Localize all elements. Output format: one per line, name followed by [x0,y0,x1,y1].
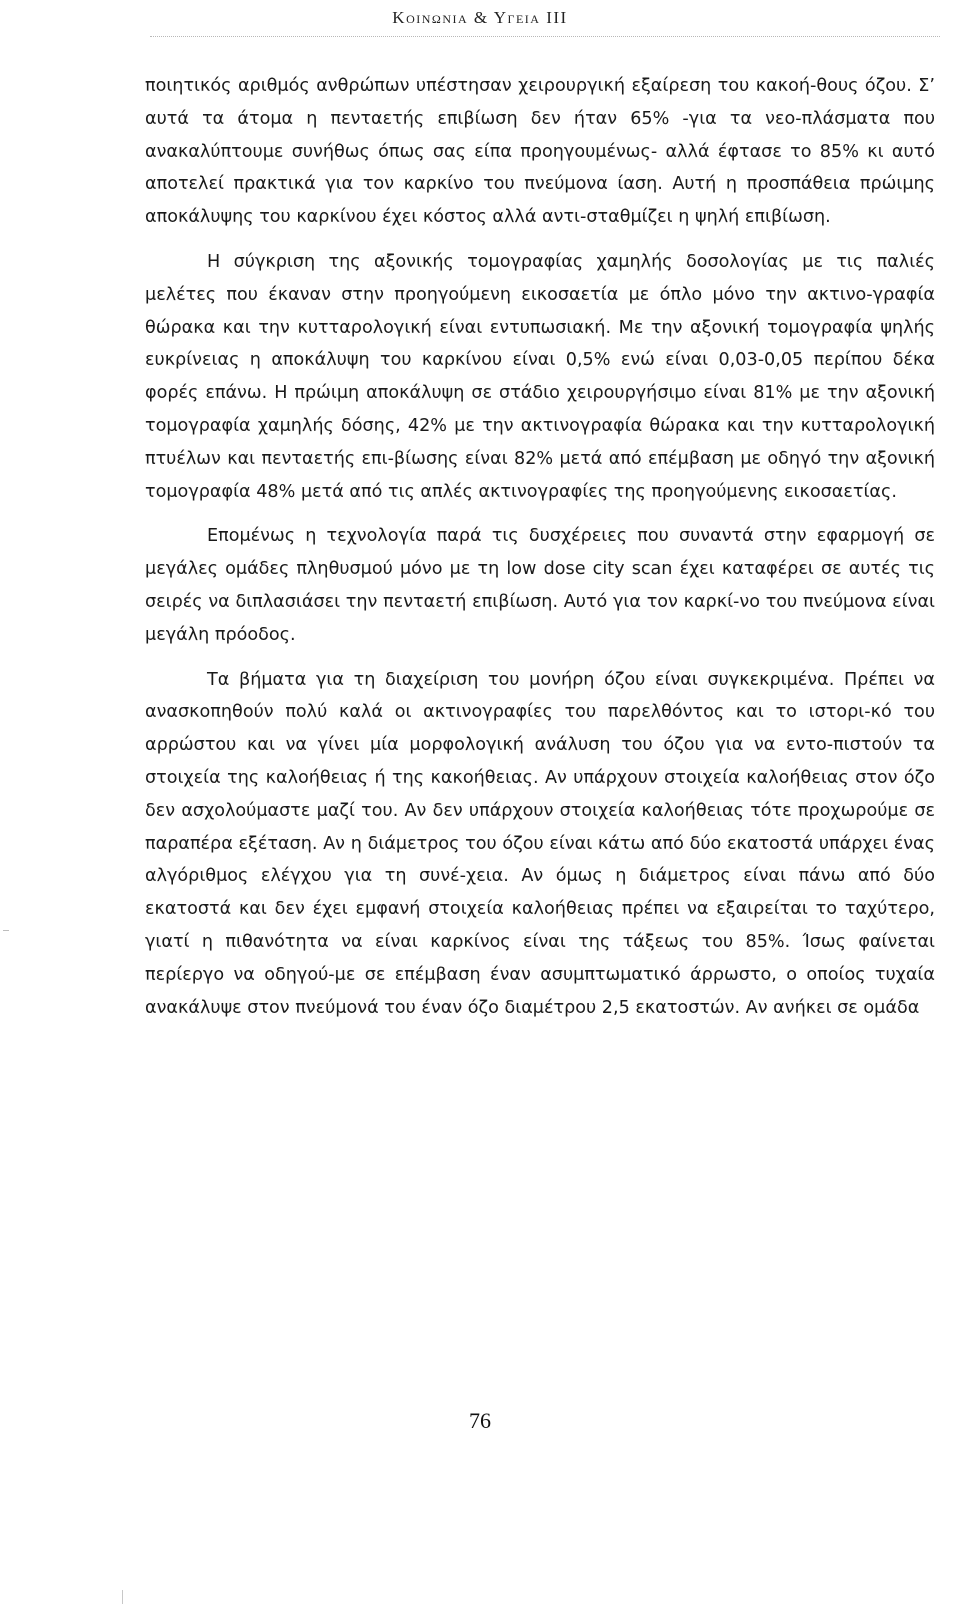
paragraph-continuation: ποιητικός αριθμός ανθρώπων υπέστησαν χειρουργική εξαίρεση του κακοή-θους όζου. Σ’ αυτά τα άτομα η πενταετής επιβίωση δεν ήταν 65% -για τα νεο-πλάσματα που ανακαλύπτουμε συνήθως όπως σας είπα προηγουμένως- αλλά έφτασε το 85% κι αυτό αποτελεί πρακτικά για τον καρκίνο του πνεύμονα ίαση. Αυτή η προσπάθεια πρώιμης αποκάλυψης του καρκίνου έχει κόστος αλλά αντι-σταθμίζει η ψηλή επιβίωση. [145,76,935,228]
paragraph-ct-comparison: Η σύγκριση της αξονικής τομογραφίας χαμηλής δοσολογίας με τις παλιές μελέτες που έκαναν στην προηγούμενη εικοσαετία με όπλο μόνο την ακτινο-γραφία θώρακα και την κυτταρολογική είναι εντυπωσιακή. Με την αξονική τομογραφία ψηλής ευκρίνειας η αποκάλυψη του καρκίνου είναι 0,5% ενώ είναι 0,03-0,05 περίπου δέκα φορές επάνω. Η πρώιμη αποκάλυψη σε στάδιο χειρουργήσιμο είναι 81% με την αξονική τομογραφία χαμηλής δόσης, 42% με την ακτινογραφία θώρακα και την κυτταρολογική πτυέλων και πενταετής επι-βίωσης είναι 82% μετά από επέμβαση με οδηγό την αξονική τομογραφία 48% μετά από τις απλές ακτινογραφίες της προηγούμενης εικοσαετίας. [145,251,935,502]
page-body [145,70,935,1036]
running-header: Κοινωνια & Υγεια ΙΙΙ [392,8,568,27]
margin-bottom-mark [122,1590,123,1604]
paragraph-nodule-management: Τα βήματα για τη διαχείριση του μονήρη όζου είναι συγκεκριμένα. Πρέπει να ανασκοπηθούν πολύ καλά οι ακτινογραφίες του παρελθόντος και το ιστορι-κό του αρρώστου και να γίνει μία μορφολογική ανάλυση του όζου για να εντο-πιστούν τα στοιχεία της καλοήθειας ή της κακοήθειας. Αν υπάρχουν στοιχεία καλοήθειας στον όζο δεν ασχολούμαστε μαζί του. Αν δεν υπάρχουν στοιχεία καλοήθειας τότε προχωρούμε σε παραπέρα εξέταση. Αν η διάμετρος του όζου είναι κάτω από δύο εκατοστά υπάρχει ένας αλγόριθμος ελέγχου για τη συνέ-χεια. Αν όμως η διάμετρος είναι πάνω από δύο εκατοστά και δεν έχει εμφανή στοιχεία καλοήθειας πρέπει να εξαιρείται το ταχύτερο, γιατί η πιθανότητα να είναι καρκίνος είναι της τάξεως του 85%. Ίσως φαίνεται περίεργο να οδηγού-με σε επέμβαση έναν ασυμπτωματικό άρρωστο, ο οποίος τυχαία ανακάλυψε στον πνεύμονά του έναν όζο διαμέτρου 2,5 εκατοστών. Αν ανήκει σε ομάδα [145,669,935,1018]
header-rule [150,36,940,37]
page-number: 76 [469,1408,491,1433]
margin-tick-mark [3,930,9,931]
paragraph-technology: Επομένως η τεχνολογία παρά τις δυσχέρειες που συναντά στην εφαρμογή σε μεγάλες ομάδες πληθυσμού μόνο με τη low dose city scan έχει καταφέρει σε αυτές τις σειρές να διπλασιάσει την πενταετή επιβίωση. Αυτό για τον καρκί-νο του πνεύμονα είναι μεγάλη πρόοδος. [145,526,935,645]
